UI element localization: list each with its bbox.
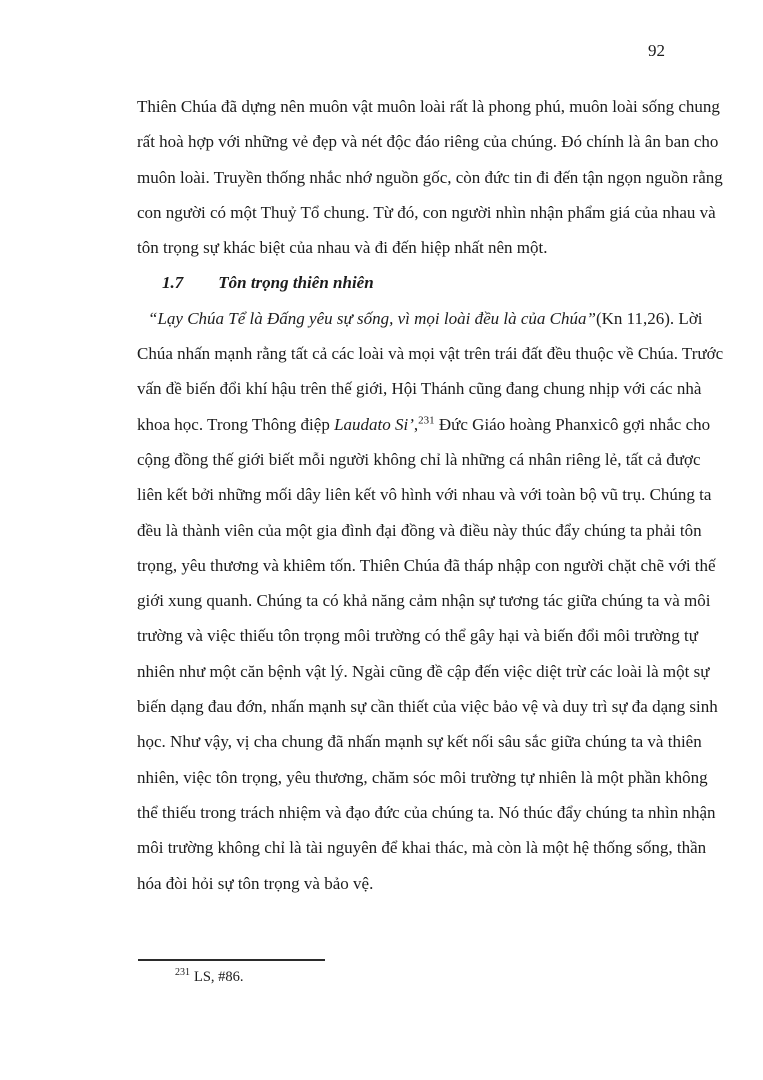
body-text-segment: môi trường không chỉ là tài nguyên để khai thác, mà còn là một hệ thống sống, thần: [137, 838, 707, 858]
body-text-segment: con người có một Thuỷ Tổ chung. Từ đó, con người nhìn nhận phẩm giá của nhau và: [137, 202, 716, 222]
body-text-segment: khoa học. Trong Thông điệp: [137, 414, 335, 434]
text-line: [137, 371, 702, 406]
body-text-segment: biến dạng đau đớn, nhấn mạnh sự cần thiết của việc bảo vệ và duy trì sự đa dạng sinh: [137, 697, 718, 717]
text-line: [137, 195, 716, 230]
text-line: [137, 301, 703, 336]
text-line: [137, 89, 720, 124]
text-line: [137, 160, 723, 195]
body-text-segment: nhiên, việc tôn trọng, yêu thương, chăm sóc môi trường tự nhiên là một phần không: [137, 767, 708, 787]
italic-text: Laudato Si’: [334, 414, 414, 434]
page-number: 92: [648, 41, 665, 60]
text-line: [137, 548, 716, 583]
text-line: [137, 336, 724, 371]
text-line: [137, 654, 710, 689]
text-line: [137, 124, 719, 159]
section-heading-title: Tôn trọng thiên nhiên: [218, 273, 374, 293]
text-line: [137, 830, 707, 865]
body-text-segment: vấn đề biến đổi khí hậu trên thế giới, Hội Thánh cũng đang chung nhịp với các nhà: [137, 379, 702, 399]
footnote-reference: 231: [418, 414, 435, 427]
footnote-text: LS, #86.: [194, 969, 244, 985]
text-line: [137, 724, 702, 759]
text-line: [137, 583, 711, 618]
body-text-segment: trọng, yêu thương và khiêm tốn. Thiên Chúa đã tháp nhập con người chặt chẽ với thế: [137, 555, 716, 575]
body-text-segment: Thiên Chúa đã dựng nên muôn vật muôn loài rất là phong phú, muôn loài sống chung: [137, 97, 720, 116]
footnote-separator: [138, 959, 325, 961]
text-line: [137, 689, 718, 724]
body-text-segment: (Kn 11,26). Lời: [595, 308, 703, 328]
text-line: [137, 795, 716, 830]
body-text-segment: giới xung quanh. Chúng ta có khả năng cảm nhận sự tương tác giữa chúng ta và môi: [137, 591, 711, 611]
body-text-segment: đều là thành viên của một gia đình đại đồng và điều này thúc đẩy chúng ta phải tôn: [137, 520, 702, 540]
section-heading: [137, 265, 669, 300]
body-text-segment: liên kết bởi những mối dây liên kết vô hình với nhau và với toàn bộ vũ trụ. Chúng ta: [137, 485, 712, 505]
text-line: [137, 230, 669, 265]
section-heading-number: 1.7: [162, 273, 184, 293]
text-line: [137, 477, 712, 512]
text-line: [137, 760, 708, 795]
text-line: [137, 866, 669, 901]
body-text-segment: muôn loài. Truyền thống nhắc nhớ nguồn gốc, còn đức tin đi đến tận ngọn nguồn rằng: [137, 167, 723, 187]
text-line: [137, 513, 702, 548]
italic-text: “Lạy Chúa Tể là Đấng yêu sự sống, vì mọi loài đều là của Chúa”: [148, 308, 596, 328]
document-body: [137, 89, 724, 901]
body-text-segment: ,: [413, 414, 419, 434]
footnote: [137, 966, 244, 988]
body-text-segment: học. Như vậy, vị cha chung đã nhấn mạnh sự kết nối sâu sắc giữa chúng ta và thiên: [137, 732, 702, 752]
body-text-segment: trường và việc thiếu tôn trọng môi trường có thể gây hại và biến đổi môi trường tự: [137, 626, 698, 646]
body-text-segment: Chúa nhấn mạnh rằng tất cả các loài và mọi vật trên trái đất đều thuộc về Chúa. Trước: [137, 344, 724, 364]
text-line: [137, 407, 711, 442]
text-line: [137, 442, 701, 477]
body-text-segment: hóa đòi hỏi sự tôn trọng và bảo vệ.: [137, 873, 374, 893]
body-text-segment: thể thiếu trong trách nhiệm và đạo đức của chúng ta. Nó thúc đẩy chúng ta nhìn nhận: [137, 802, 716, 822]
text-line: [137, 618, 698, 653]
body-text-segment: Đức Giáo hoàng Phanxicô gợi nhắc cho: [434, 414, 711, 434]
body-text-segment: cộng đồng thế giới biết mỗi người không chỉ là những cá nhân riêng lẻ, tất cả được: [137, 449, 701, 469]
footnote-marker: 231: [175, 967, 190, 979]
body-text-segment: rất hoà hợp với những vẻ đẹp và nét độc đáo riêng của chúng. Đó chính là ân ban cho: [137, 132, 719, 152]
body-text-segment: nhiên như một căn bệnh vật lý. Ngài cũng đề cập đến việc diệt trừ các loài là một sự: [137, 661, 710, 681]
body-text-segment: tôn trọng sự khác biệt của nhau và đi đến hiệp nhất nên một.: [137, 238, 548, 258]
